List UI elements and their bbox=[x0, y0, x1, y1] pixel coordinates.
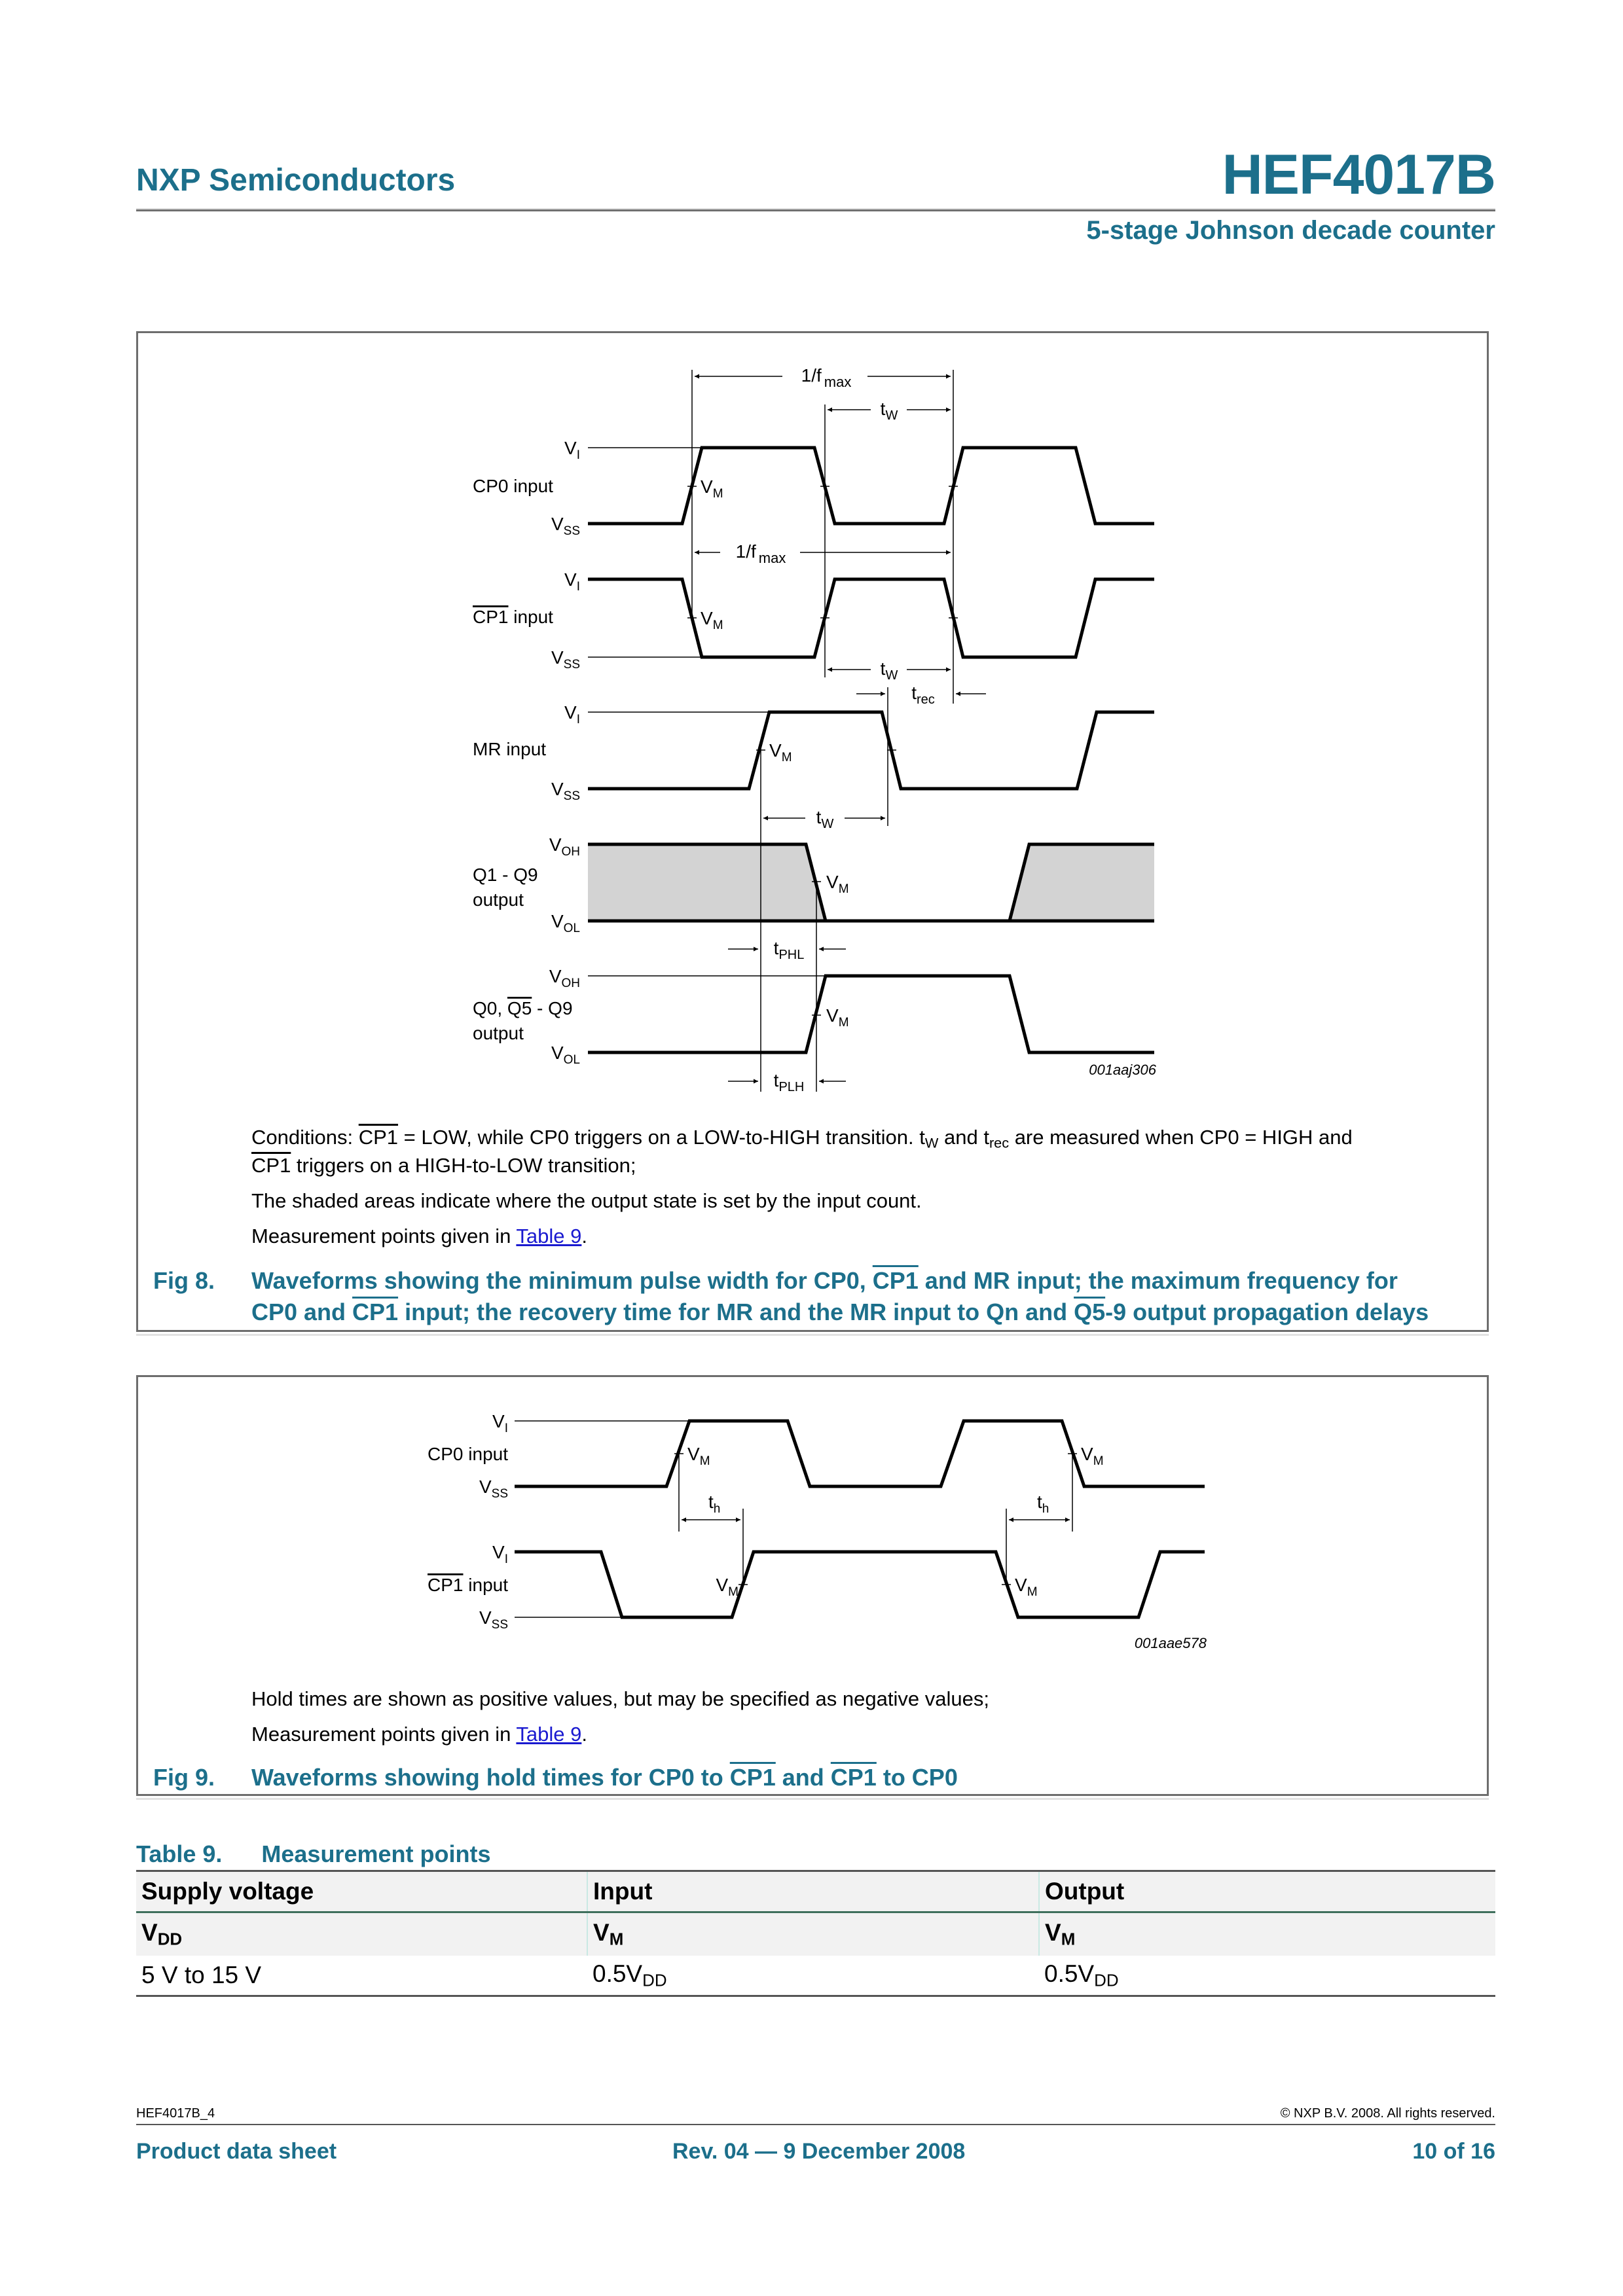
table-9-link[interactable]: Table 9 bbox=[516, 1723, 582, 1746]
document-subtitle: 5-stage Johnson decade counter bbox=[1086, 216, 1495, 245]
cp1-vm-label: $V_M$ bbox=[701, 608, 723, 632]
cp1-vi-label: $V_I$ bbox=[564, 569, 580, 594]
mr-tw-label: $t_W$ bbox=[816, 807, 834, 831]
fig9-measurement-note bbox=[251, 1723, 587, 1746]
table-header-row bbox=[136, 1871, 1495, 1912]
q1q9-vm-label: $V_M$ bbox=[826, 872, 849, 896]
fmax-label: 1/f $_{max}$ bbox=[801, 365, 852, 390]
period: . bbox=[581, 1225, 587, 1247]
cp1-vss-label: $V_{SS}$ bbox=[479, 1607, 508, 1632]
footer-revision: Rev. 04 — 9 December 2008 bbox=[672, 2139, 966, 2164]
cp1-signal-label: CP1 input bbox=[428, 1575, 508, 1595]
fig8-caption-line2 bbox=[251, 1299, 1429, 1326]
th-label-1: $t_h$ bbox=[708, 1492, 721, 1516]
fig8-caption-number: Fig 8. bbox=[153, 1267, 215, 1294]
conditions-text: are measured when CP0 = HIGH and bbox=[1009, 1126, 1353, 1149]
table-subheader-row bbox=[136, 1912, 1495, 1956]
cp1-bar-text: CP1 bbox=[872, 1267, 919, 1294]
cp0-vm-label-2: $V_M$ bbox=[1081, 1444, 1104, 1468]
q1q9-vol-label: $V_{OL}$ bbox=[551, 911, 580, 935]
caption-text: Waveforms showing hold times for CP0 to bbox=[251, 1764, 730, 1791]
fig8-conditions-line1 bbox=[251, 1126, 1353, 1151]
footer-copyright: © NXP B.V. 2008. All rights reserved. bbox=[1280, 2106, 1495, 2121]
cell-value: 0.5V bbox=[593, 1960, 643, 1987]
mr-signal-label: MR input bbox=[473, 739, 547, 759]
tw-subscript: W bbox=[924, 1134, 939, 1151]
trec-subscript: rec bbox=[989, 1134, 1010, 1151]
q0-voh-label: $V_{OH}$ bbox=[549, 966, 580, 990]
q0-waveform bbox=[588, 976, 1154, 1052]
cp0-vm-label: $V_M$ bbox=[701, 476, 723, 501]
symbol-subscript: DD bbox=[157, 1930, 183, 1949]
q5-bar-text: Q5 bbox=[1074, 1299, 1106, 1325]
cp0-vss-label: $V_{SS}$ bbox=[551, 514, 580, 538]
cp0-vss-label: $V_{SS}$ bbox=[479, 1477, 508, 1501]
subheader-vdd bbox=[136, 1912, 587, 1956]
footer-divider bbox=[136, 2124, 1495, 2125]
mr-vm-label: $V_M$ bbox=[769, 740, 792, 764]
symbol-subscript: M bbox=[1061, 1930, 1076, 1949]
tplh-label: $t_{PLH}$ bbox=[773, 1070, 805, 1094]
table-title: Measurement points bbox=[261, 1840, 491, 1867]
q1q9-signal-label-2: output bbox=[473, 889, 524, 910]
table-row bbox=[136, 1956, 1495, 1996]
measurement-text: Measurement points given in bbox=[251, 1225, 517, 1247]
mr-vi-label: $V_I$ bbox=[564, 702, 580, 726]
conditions-text: = LOW, while CP0 triggers on a LOW-to-HIGH transition. t bbox=[398, 1126, 925, 1149]
header-input: Input bbox=[587, 1871, 1039, 1912]
cp1-bar-text: CP1 bbox=[830, 1764, 877, 1791]
part-number: HEF4017B bbox=[1222, 143, 1495, 206]
q0-signal-label-1: Q0, Q5 - Q9 bbox=[473, 998, 573, 1018]
cp0-vm-label-1: $V_M$ bbox=[687, 1444, 710, 1468]
symbol-main: V bbox=[141, 1919, 158, 1946]
q0-signal-label-2: output bbox=[473, 1023, 524, 1043]
cp1-waveform bbox=[588, 579, 1154, 657]
cell-value: 0.5V bbox=[1044, 1960, 1095, 1987]
caption-text: input; the recovery time for MR and the MR input to Qn and bbox=[398, 1299, 1074, 1325]
q1q9-shaded-area-left bbox=[588, 844, 826, 921]
cp0-vi-label: $V_I$ bbox=[492, 1411, 508, 1435]
q0-vol-label: $V_{OL}$ bbox=[551, 1043, 580, 1067]
cell-subscript: DD bbox=[642, 1971, 667, 1990]
caption-text: and MR input; the maximum frequency for bbox=[918, 1267, 1398, 1294]
cp0-waveform bbox=[588, 448, 1154, 524]
tw-label: $t_W$ bbox=[880, 399, 898, 423]
symbol-main: V bbox=[1045, 1919, 1061, 1946]
caption-text: Waveforms showing the minimum pulse width for CP0, bbox=[251, 1267, 873, 1294]
cp0-waveform bbox=[515, 1421, 1205, 1486]
figure-9-waveform-diagram bbox=[0, 1374, 1623, 1662]
cell-output bbox=[1039, 1956, 1495, 1996]
trec-label: $t_{rec}$ bbox=[911, 683, 935, 707]
cp0-signal-label: CP0 input bbox=[473, 476, 553, 496]
figure-9-id: 001aae578 bbox=[1134, 1635, 1207, 1651]
q0-vm-label: $V_M$ bbox=[826, 1005, 849, 1030]
cp1-vi-label: $V_I$ bbox=[492, 1542, 508, 1566]
caption-text: -9 output propagation delays bbox=[1105, 1299, 1429, 1325]
cp1-waveform bbox=[515, 1552, 1205, 1617]
header-output: Output bbox=[1039, 1871, 1495, 1912]
cp1-signal-label: CP1 input bbox=[473, 607, 553, 627]
tphl-label: $t_{PHL}$ bbox=[773, 938, 805, 962]
caption-text: and bbox=[775, 1764, 831, 1791]
cell-subscript: DD bbox=[1094, 1971, 1119, 1990]
figure-8-id: 001aaj306 bbox=[1089, 1062, 1156, 1078]
fig9-caption bbox=[251, 1764, 958, 1791]
fig9-caption-number: Fig 9. bbox=[153, 1764, 215, 1791]
cell-input bbox=[587, 1956, 1039, 1996]
fig9-hold-note: Hold times are shown as positive values, but may be specified as negative values; bbox=[251, 1687, 989, 1710]
q1q9-shaded-area-right bbox=[1010, 844, 1154, 921]
company-name: NXP Semiconductors bbox=[136, 163, 456, 198]
conditions-text: Conditions: bbox=[251, 1126, 359, 1149]
th-label-2: $t_h$ bbox=[1037, 1492, 1049, 1516]
mr-waveform bbox=[588, 712, 1154, 789]
tw2-label: $t_W$ bbox=[880, 658, 898, 683]
cell-supply-voltage bbox=[136, 1956, 587, 1996]
cp1-vm-label-1: $V_M$ bbox=[716, 1575, 739, 1599]
symbol-main: V bbox=[593, 1919, 610, 1946]
subheader-vm-input bbox=[587, 1912, 1039, 1956]
measurement-text: Measurement points given in bbox=[251, 1723, 517, 1746]
q1q9-signal-label-1: Q1 - Q9 bbox=[473, 865, 538, 885]
cp1-bar-text: CP1 bbox=[729, 1764, 776, 1791]
fig8-measurement-note bbox=[251, 1225, 587, 1248]
cp1-bar-text: CP1 bbox=[251, 1154, 291, 1177]
period: . bbox=[581, 1723, 587, 1746]
table-number: Table 9. bbox=[136, 1840, 223, 1867]
cp0-signal-label: CP0 input bbox=[428, 1444, 508, 1464]
cp1-vm-label-2: $V_M$ bbox=[1015, 1575, 1038, 1599]
figure-8-waveform-diagram bbox=[0, 0, 1623, 1113]
caption-text: CP0 and bbox=[251, 1299, 353, 1325]
fig8-shaded-note: The shaded areas indicate where the output state is set by the input count. bbox=[251, 1189, 922, 1212]
measurement-points-table bbox=[136, 1870, 1495, 1997]
footer-document-id: HEF4017B_4 bbox=[136, 2106, 215, 2121]
conditions-text: triggers on a HIGH-to-LOW transition; bbox=[291, 1154, 636, 1177]
fmax2-label: 1/f $_{max}$ bbox=[735, 541, 786, 566]
q1q9-voh-label: $V_{OH}$ bbox=[549, 834, 580, 859]
caption-text: to CP0 bbox=[876, 1764, 958, 1791]
mr-vss-label: $V_{SS}$ bbox=[551, 779, 580, 803]
fig8-caption-line1 bbox=[251, 1267, 1398, 1295]
cp1-bar-text: CP1 bbox=[352, 1299, 399, 1325]
cell-value: 5 V to 15 V bbox=[141, 1962, 262, 1988]
symbol-subscript: M bbox=[609, 1930, 624, 1949]
cp0-vi-label: $V_I$ bbox=[564, 438, 580, 462]
footer-document-type: Product data sheet bbox=[136, 2139, 337, 2164]
subheader-vm-output bbox=[1039, 1912, 1495, 1956]
fig8-conditions-line2 bbox=[251, 1154, 636, 1177]
cp1-vss-label: $V_{SS}$ bbox=[551, 647, 580, 672]
footer-page-number: 10 of 16 bbox=[1412, 2139, 1495, 2164]
conditions-text: and t bbox=[938, 1126, 989, 1149]
cp1-bar-text: CP1 bbox=[358, 1126, 399, 1149]
table-9-title bbox=[136, 1840, 490, 1868]
header-supply-voltage: Supply voltage bbox=[136, 1871, 587, 1912]
table-9-link[interactable]: Table 9 bbox=[516, 1225, 582, 1247]
